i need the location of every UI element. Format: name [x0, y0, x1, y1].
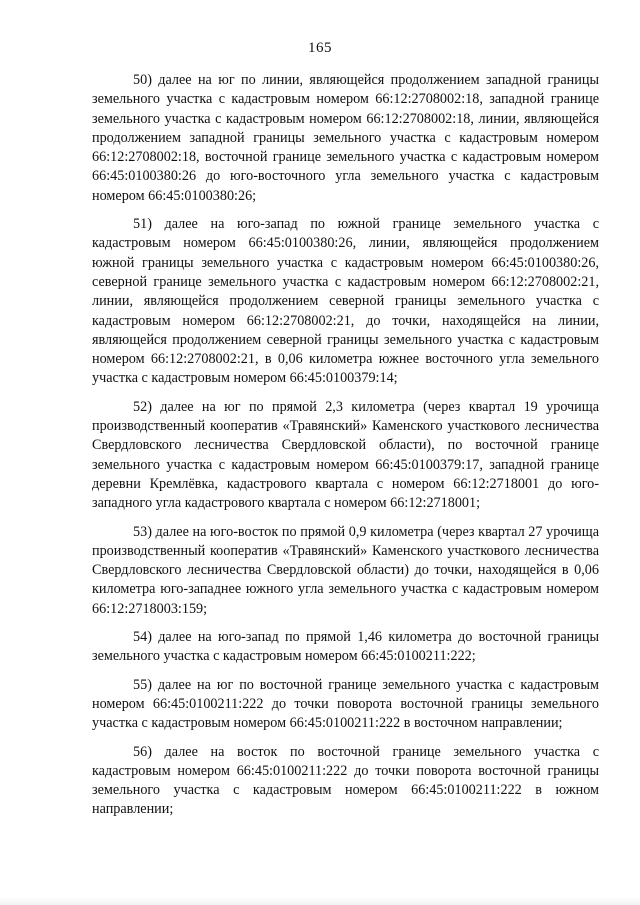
paragraph-52: 52) далее на юг по прямой 2,3 километра (через квартал 19 урочища производственный кооператив «Травянский» Каменского участкового лесничества Свердловского лесничества Свердловской области), по восточной границе земельного участка с кадастровым номером 66:45:0100379:17, западной границе деревни Кремлёвка, кадастрового квартала с номером 66:12:2718001 до юго-западного угла кадастрового квартала с номером 66:12:2718001; [92, 398, 599, 512]
paragraph-56: 56) далее на восток по восточной границе земельного участка с кадастровым номером 66:45:0100211:222 до точки поворота восточной границы земельного участка с кадастровым номером 66:45:0100211:222 в южном направлении; [92, 743, 599, 818]
paragraph-55: 55) далее на юг по восточной границе земельного участка с кадастровым номером 66:45:0100211:222 до точки поворота восточной границы земельного участка с кадастровым номером 66:45:0100211:222 в восточном направлении; [92, 676, 599, 732]
paragraph-54: 54) далее на юго-запад по прямой 1,46 километра до восточной границы земельного участка с кадастровым номером 66:45:0100211:222; [92, 629, 599, 665]
paragraph-51: 51) далее на юго-запад по южной границе земельного участка с кадастровым номером 66:45:0100380:26, линии, являющейся продолжением южной границы земельного участка с кадастровым номером 66:45:0100380:26, северной границе земельного участка с кадастровым номером 66:12:2708002:21, линии, являющейся продолжением северной границы земельного участка с кадастровым номером 66:12:2708002:21, до точки, находящейся на линии, являющейся продолжением северной границы земельного участка с кадастровым номером 66:12:2708002:21, в 0,06 километра южнее восточного угла земельного участка с кадастровым номером 66:45:0100379:14; [92, 216, 599, 387]
paragraph-50: 50) далее на юг по линии, являющейся продолжением западной границы земельного участка с кадастровым номером 66:12:2708002:18, западной границе земельного участка с кадастровым номером 66:12:2708002:18, линии, являющейся продолжением западной границы земельного участка с кадастровым номером 66:12:2708002:18, восточной границе земельного участка с кадастровым номером 66:45:0100380:26 до юго-восточного угла земельного участка с кадастровым номером 66:45:0100380:26; [92, 72, 599, 204]
document-body [92, 71, 599, 829]
scan-bottom-edge [0, 897, 640, 905]
paragraph-53: 53) далее на юго-восток по прямой 0,9 километра (через квартал 27 урочища производственный кооператив «Травянский» Каменского участкового лесничества Свердловского лесничества Свердловской области) до точки, находящейся в 0,06 километра юго-западнее южного угла земельного участка с кадастровым номером 66:12:2718003:159; [92, 523, 599, 617]
page-number: 165 [308, 40, 332, 56]
